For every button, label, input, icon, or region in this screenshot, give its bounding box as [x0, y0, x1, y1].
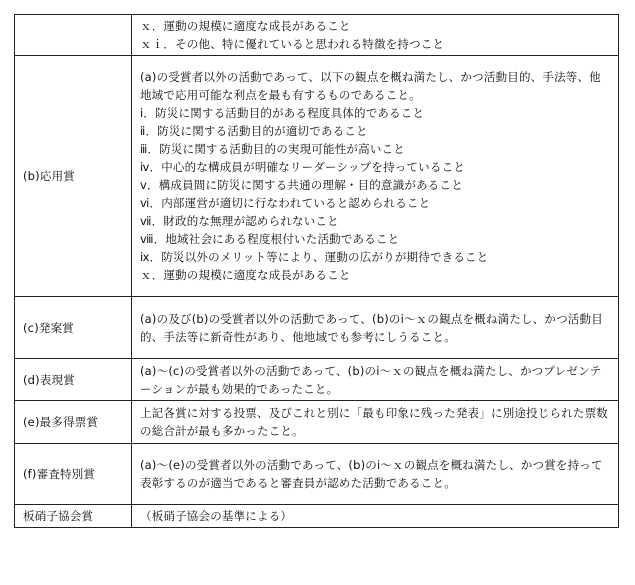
criteria-line: ｘｉ．その他、特に優れていると思われる特徴を持つこと — [140, 37, 445, 51]
criteria-text: （板硝子協会の基準による） — [140, 509, 293, 523]
criteria-list — [140, 104, 612, 284]
criteria-cell — [132, 359, 619, 401]
criteria-cell — [132, 444, 619, 505]
criteria-text: (a)～(e)の受賞者以外の活動であって、(b)のⅰ～ｘの観点を概ね満たし、かつ賞を持って表彰するのが適当であると審査員が認めた活動であること。 — [140, 458, 603, 490]
award-label: (c)発案賞 — [15, 297, 132, 359]
criteria-line: ｘ．運動の規模に適度な成長があること — [140, 19, 351, 33]
criteria-intro: (a)の受賞者以外の活動であって、以下の観点を概ね満たし、かつ活動目的、手法等、他地域で応用可能な利点を最も有するものであること。 — [140, 70, 601, 102]
award-label: 板硝子協会賞 — [15, 505, 132, 528]
award-label — [15, 15, 132, 56]
table-row — [15, 15, 619, 56]
list-item: ⅰ．防災に関する活動目的がある程度具体的であること — [140, 106, 425, 120]
criteria-cell — [132, 297, 619, 359]
award-label: (b)応用賞 — [15, 56, 132, 297]
list-item: ⅳ．中心的な構成員が明確なリーダーシップを持っていること — [140, 160, 465, 174]
award-label: (d)表現賞 — [15, 359, 132, 401]
list-item: ⅶ．財政的な無理が認められないこと — [140, 214, 339, 228]
list-item: ⅴ．構成員間に防災に関する共通の理解・目的意識があること — [140, 178, 463, 192]
list-item: ⅵ．内部運営が適切に行なわれていると認められること — [140, 196, 431, 210]
criteria-cell — [132, 505, 619, 528]
criteria-text: 上記各賞に対する投票、及びこれと別に「最も印象に残った発表」に別途投じられた票数の総合計が最も多かったこと。 — [140, 406, 608, 438]
table-row — [15, 505, 619, 528]
table-row — [15, 401, 619, 444]
criteria-text: (a)～(c)の受賞者以外の活動であって、(b)のⅰ～ｘの観点を概ね満たし、かつプレゼンテーションが最も効果的であったこと。 — [140, 363, 602, 396]
award-criteria-table — [14, 14, 619, 528]
criteria-cell — [132, 401, 619, 444]
award-label: (f)審査特別賞 — [15, 444, 132, 505]
criteria-text: (a)の及び(b)の受賞者以外の活動であって、(b)のⅰ～ｘの観点を概ね満たし、かつ活動目的、手法等に新奇性があり、他地域でも参考にしうること。 — [140, 311, 603, 344]
list-item: ｘ．運動の規模に適度な成長があること — [140, 268, 351, 282]
table-row — [15, 56, 619, 297]
award-label: (e)最多得票賞 — [15, 401, 132, 444]
criteria-cell — [132, 15, 619, 56]
table-row — [15, 297, 619, 359]
table-row — [15, 359, 619, 401]
list-item: ⅷ．地域社会にある程度根付いた活動であること — [140, 232, 400, 246]
table-row — [15, 444, 619, 505]
list-item: ⅱ．防災に関する活動目的が適切であること — [140, 124, 368, 138]
criteria-cell — [132, 56, 619, 297]
list-item: ⅸ．防災以外のメリット等により、運動の広がりが期待できること — [140, 250, 489, 264]
list-item: ⅲ．防災に関する活動目的の実現可能性が高いこと — [140, 142, 405, 156]
